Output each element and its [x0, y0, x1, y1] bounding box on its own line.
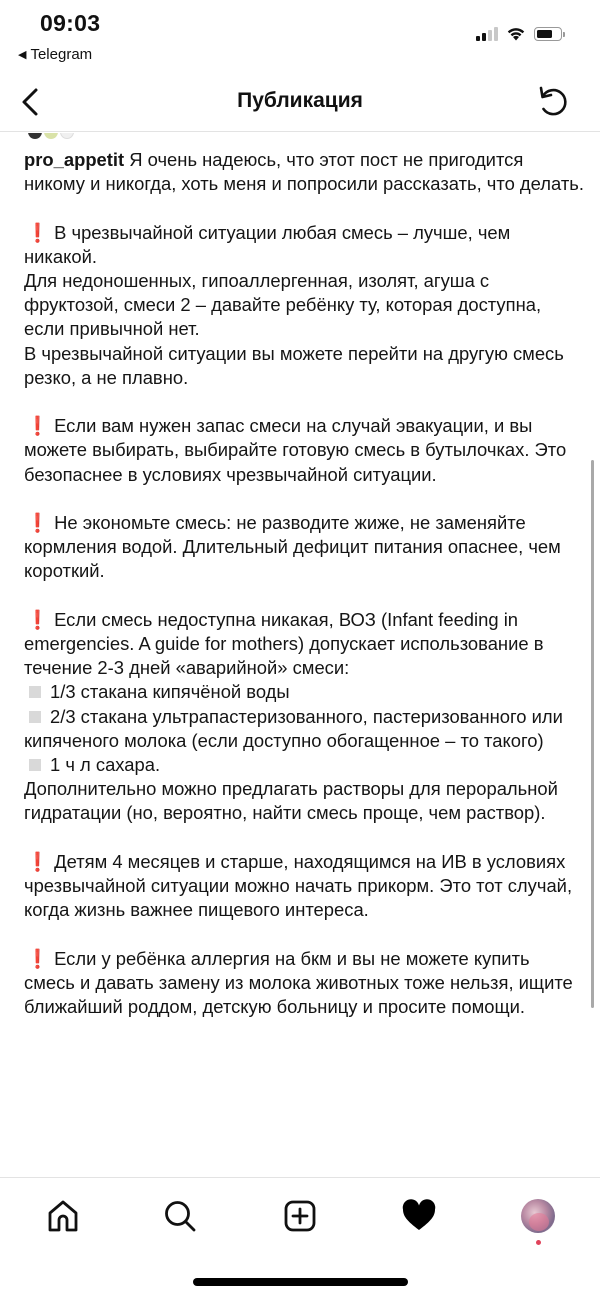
- home-indicator[interactable]: [193, 1278, 408, 1286]
- exclamation-icon: ❗: [26, 415, 49, 437]
- section-1: ❗ В чрезвычайной ситуации любая смесь – лучше, чем никакой.: [24, 221, 511, 267]
- section-3: ❗ Не экономьте смесь: не разводите жиже, не заменяйте кормления водой. Длительный дефицит питания опаснее, чем короткий.: [24, 512, 561, 582]
- list-item: 2/3 стакана ультрапастеризованного, пастеризованного или кипяченого молока (если доступно обогащенное – то такого): [24, 705, 563, 751]
- refresh-icon: [534, 84, 572, 120]
- section-4: ❗ Если смесь недоступна никакая, ВОЗ (Infant feeding in emergencies. A guide for mothers) допускает использование в течение 2-3 дней «аварийной» смеси:: [24, 608, 544, 679]
- heart-icon: [401, 1199, 437, 1233]
- refresh-button[interactable]: [534, 84, 572, 120]
- search-icon: [163, 1199, 197, 1233]
- square-bullet-icon: [29, 686, 41, 698]
- nav-search[interactable]: [160, 1196, 200, 1236]
- nav-profile[interactable]: [518, 1196, 558, 1236]
- wifi-icon: [506, 26, 526, 41]
- section-1-extra: В чрезвычайной ситуации вы можете перейти на другую смесь резко, а не плавно.: [24, 342, 564, 388]
- section-5: ❗ Детям 4 месяцев и старше, находящимся на ИВ в условиях чрезвычайной ситуации можно начать прикорм. Это тот случай, когда жизнь важнее пищевого интереса.: [24, 850, 573, 921]
- exclamation-icon: ❗: [26, 512, 49, 533]
- section-1-extra: Для недоношенных, гипоаллергенная, изолят, агуша с фруктозой, смеси 2 – давайте ребёнку ту, которая доступна, если привычной нет.: [24, 270, 542, 340]
- status-bar: [0, 0, 600, 70]
- nav-new-post[interactable]: [280, 1196, 320, 1236]
- avatar: [60, 133, 74, 139]
- section-2: ❗ Если вам нужен запас смеси на случай эвакуации, и вы можете выбирать, выбирайте готовую смесь в бутылочках. Это безопаснее в условиях чрезвычайной ситуации.: [24, 415, 567, 485]
- username-link[interactable]: pro_appetit: [24, 149, 125, 170]
- status-icons: [476, 26, 562, 41]
- nav-home[interactable]: [43, 1196, 83, 1236]
- nav-activity[interactable]: [399, 1196, 439, 1236]
- plus-square-icon: [283, 1199, 317, 1233]
- avatar: [44, 133, 58, 139]
- status-time: 09:03: [40, 10, 101, 36]
- section-4-after: Дополнительно можно предлагать растворы для пероральной гидратации (но, вероятно, найти смесь проще, чем раствор).: [24, 778, 558, 824]
- post-caption: [24, 148, 584, 1019]
- avatar: [28, 133, 42, 139]
- exclamation-icon: ❗: [26, 608, 49, 630]
- avatar: [521, 1199, 555, 1233]
- home-icon: [46, 1199, 80, 1233]
- header: [0, 72, 600, 132]
- back-to-telegram[interactable]: [18, 46, 92, 63]
- section-6: ❗ Если у ребёнка аллергия на бкм и вы не можете купить смесь и давать замену из молока животных тоже нельзя, ищите ближайший роддом, детскую больницу и просите помощи.: [24, 947, 573, 1018]
- signal-icon: [476, 27, 498, 41]
- caption-intro: [24, 148, 584, 196]
- exclamation-icon: ❗: [26, 947, 49, 969]
- back-app-label: Telegram: [30, 46, 93, 63]
- scrollbar[interactable]: [591, 460, 594, 1008]
- list-item: 1 ч л сахара.: [24, 753, 584, 777]
- intro-text: Я очень надеюсь, что этот пост не пригодится никому и никогда, хоть меня и попросили рассказать, что делать.: [24, 149, 584, 195]
- square-bullet-icon: [29, 711, 41, 723]
- notification-dot: [536, 1240, 541, 1245]
- battery-icon: [534, 27, 562, 41]
- likers-avatars-peek: [0, 133, 600, 139]
- exclamation-icon: ❗: [26, 850, 49, 872]
- exclamation-icon: ❗: [26, 221, 49, 243]
- square-bullet-icon: [29, 759, 41, 771]
- page-title: Публикация: [237, 89, 363, 112]
- list-item: 1/3 стакана кипячёной воды: [24, 680, 584, 704]
- back-triangle-icon: ◀: [18, 49, 27, 61]
